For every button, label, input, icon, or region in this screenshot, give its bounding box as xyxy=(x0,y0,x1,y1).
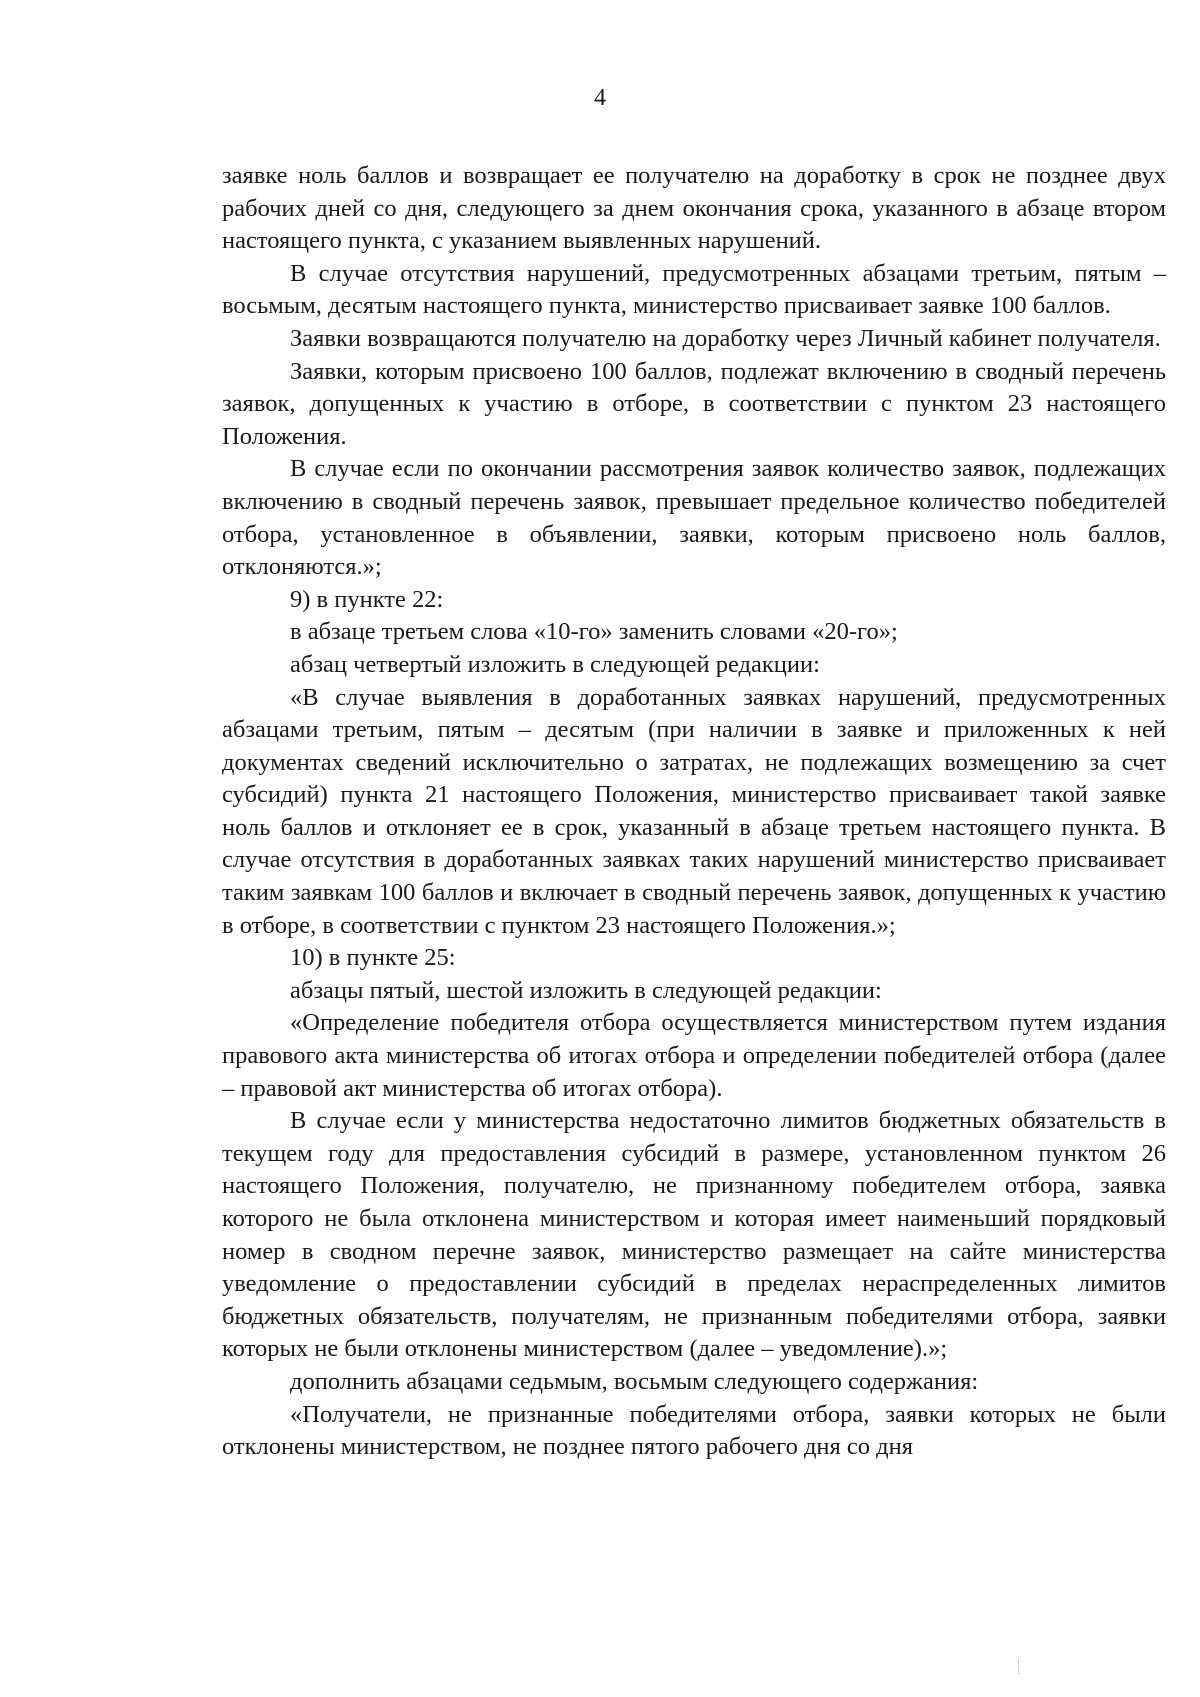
paragraph: Заявки возвращаются получателю на доработку через Личный кабинет получателя. xyxy=(290,324,1161,352)
paragraph: Заявки, которым присвоено 100 баллов, подлежат включению в сводный перечень заявок, допущенных к участию в отборе, в соответствии с пунктом 23 настоящего Положения. xyxy=(222,357,1166,450)
paragraph: 10) в пункте 25: xyxy=(290,944,456,972)
paragraph: заявке ноль баллов и возвращает ее получателю на доработку в срок не позднее двух рабочих дней со дня, следующего за днем окончания срока, указанного в абзаце втором настоящего пункта, с указанием выявленных нарушений. xyxy=(222,162,1166,255)
page-number: 4 xyxy=(594,85,606,111)
paragraph: в абзаце третьем слова «10-го» заменить словами «20-го»; xyxy=(290,618,898,646)
paragraph: абзацы пятый, шестой изложить в следующей редакции: xyxy=(290,976,882,1004)
document-body xyxy=(222,160,1166,1464)
paragraph: В случае отсутствия нарушений, предусмотренных абзацами третьим, пятым – восьмым, десятым настоящего пункта, министерство присваивает заявке 100 баллов. xyxy=(222,259,1166,320)
paragraph: «Получатели, не признанные победителями отбора, заявки которых не были отклонены министерством, не позднее пятого рабочего дня со дня xyxy=(222,1400,1166,1461)
paragraph: 9) в пункте 22: xyxy=(290,585,444,613)
paragraph: «В случае выявления в доработанных заявках нарушений, предусмотренных абзацами третьим, пятым – десятым (при наличии в заявке и приложенных к ней документах сведений исключительно о затратах, не подлежащих возмещению за счет субсидий) пункта 21 настоящего Положения, министерство присваивает такой заявке ноль баллов и отклоняет ее в срок, указанный в абзаце третьем настоящего пункта. В случае отсутствия в доработанных заявках таких нарушений министерство присваивает таким заявкам 100 баллов и включает в сводный перечень заявок, допущенных к участию в отборе, в соответствии с пунктом 23 настоящего Положения.»; xyxy=(222,683,1166,939)
paragraph: абзац четвертый изложить в следующей редакции: xyxy=(290,650,820,678)
paragraph: «Определение победителя отбора осуществляется министерством путем издания правового акта министерства об итогах отбора и определении победителей отбора (далее – правовой акт министерства об итогах отбора). xyxy=(222,1009,1166,1102)
scan-artifact xyxy=(1018,1660,1021,1674)
paragraph: дополнить абзацами седьмым, восьмым следующего содержания: xyxy=(290,1367,979,1395)
paragraph: В случае если по окончании рассмотрения заявок количество заявок, подлежащих включению в сводный перечень заявок, превышает предельное количество победителей отбора, установленное в объявлении, заявки, которым присвоено ноль баллов, отклоняются.»; xyxy=(222,455,1166,581)
paragraph: В случае если у министерства недостаточно лимитов бюджетных обязательств в текущем году для предоставления субсидий в размере, установленном пунктом 26 настоящего Положения, получателю, не признанному победителем отбора, заявка которого не была отклонена министерством и которая имеет наименьший порядковый номер в сводном перечне заявок, министерство размещает на сайте министерства уведомление о предоставлении субсидий в пределах нераспределенных лимитов бюджетных обязательств, получателям, не признанным победителями отбора, заявки которых не были отклонены министерством (далее – уведомление).»; xyxy=(222,1107,1166,1363)
